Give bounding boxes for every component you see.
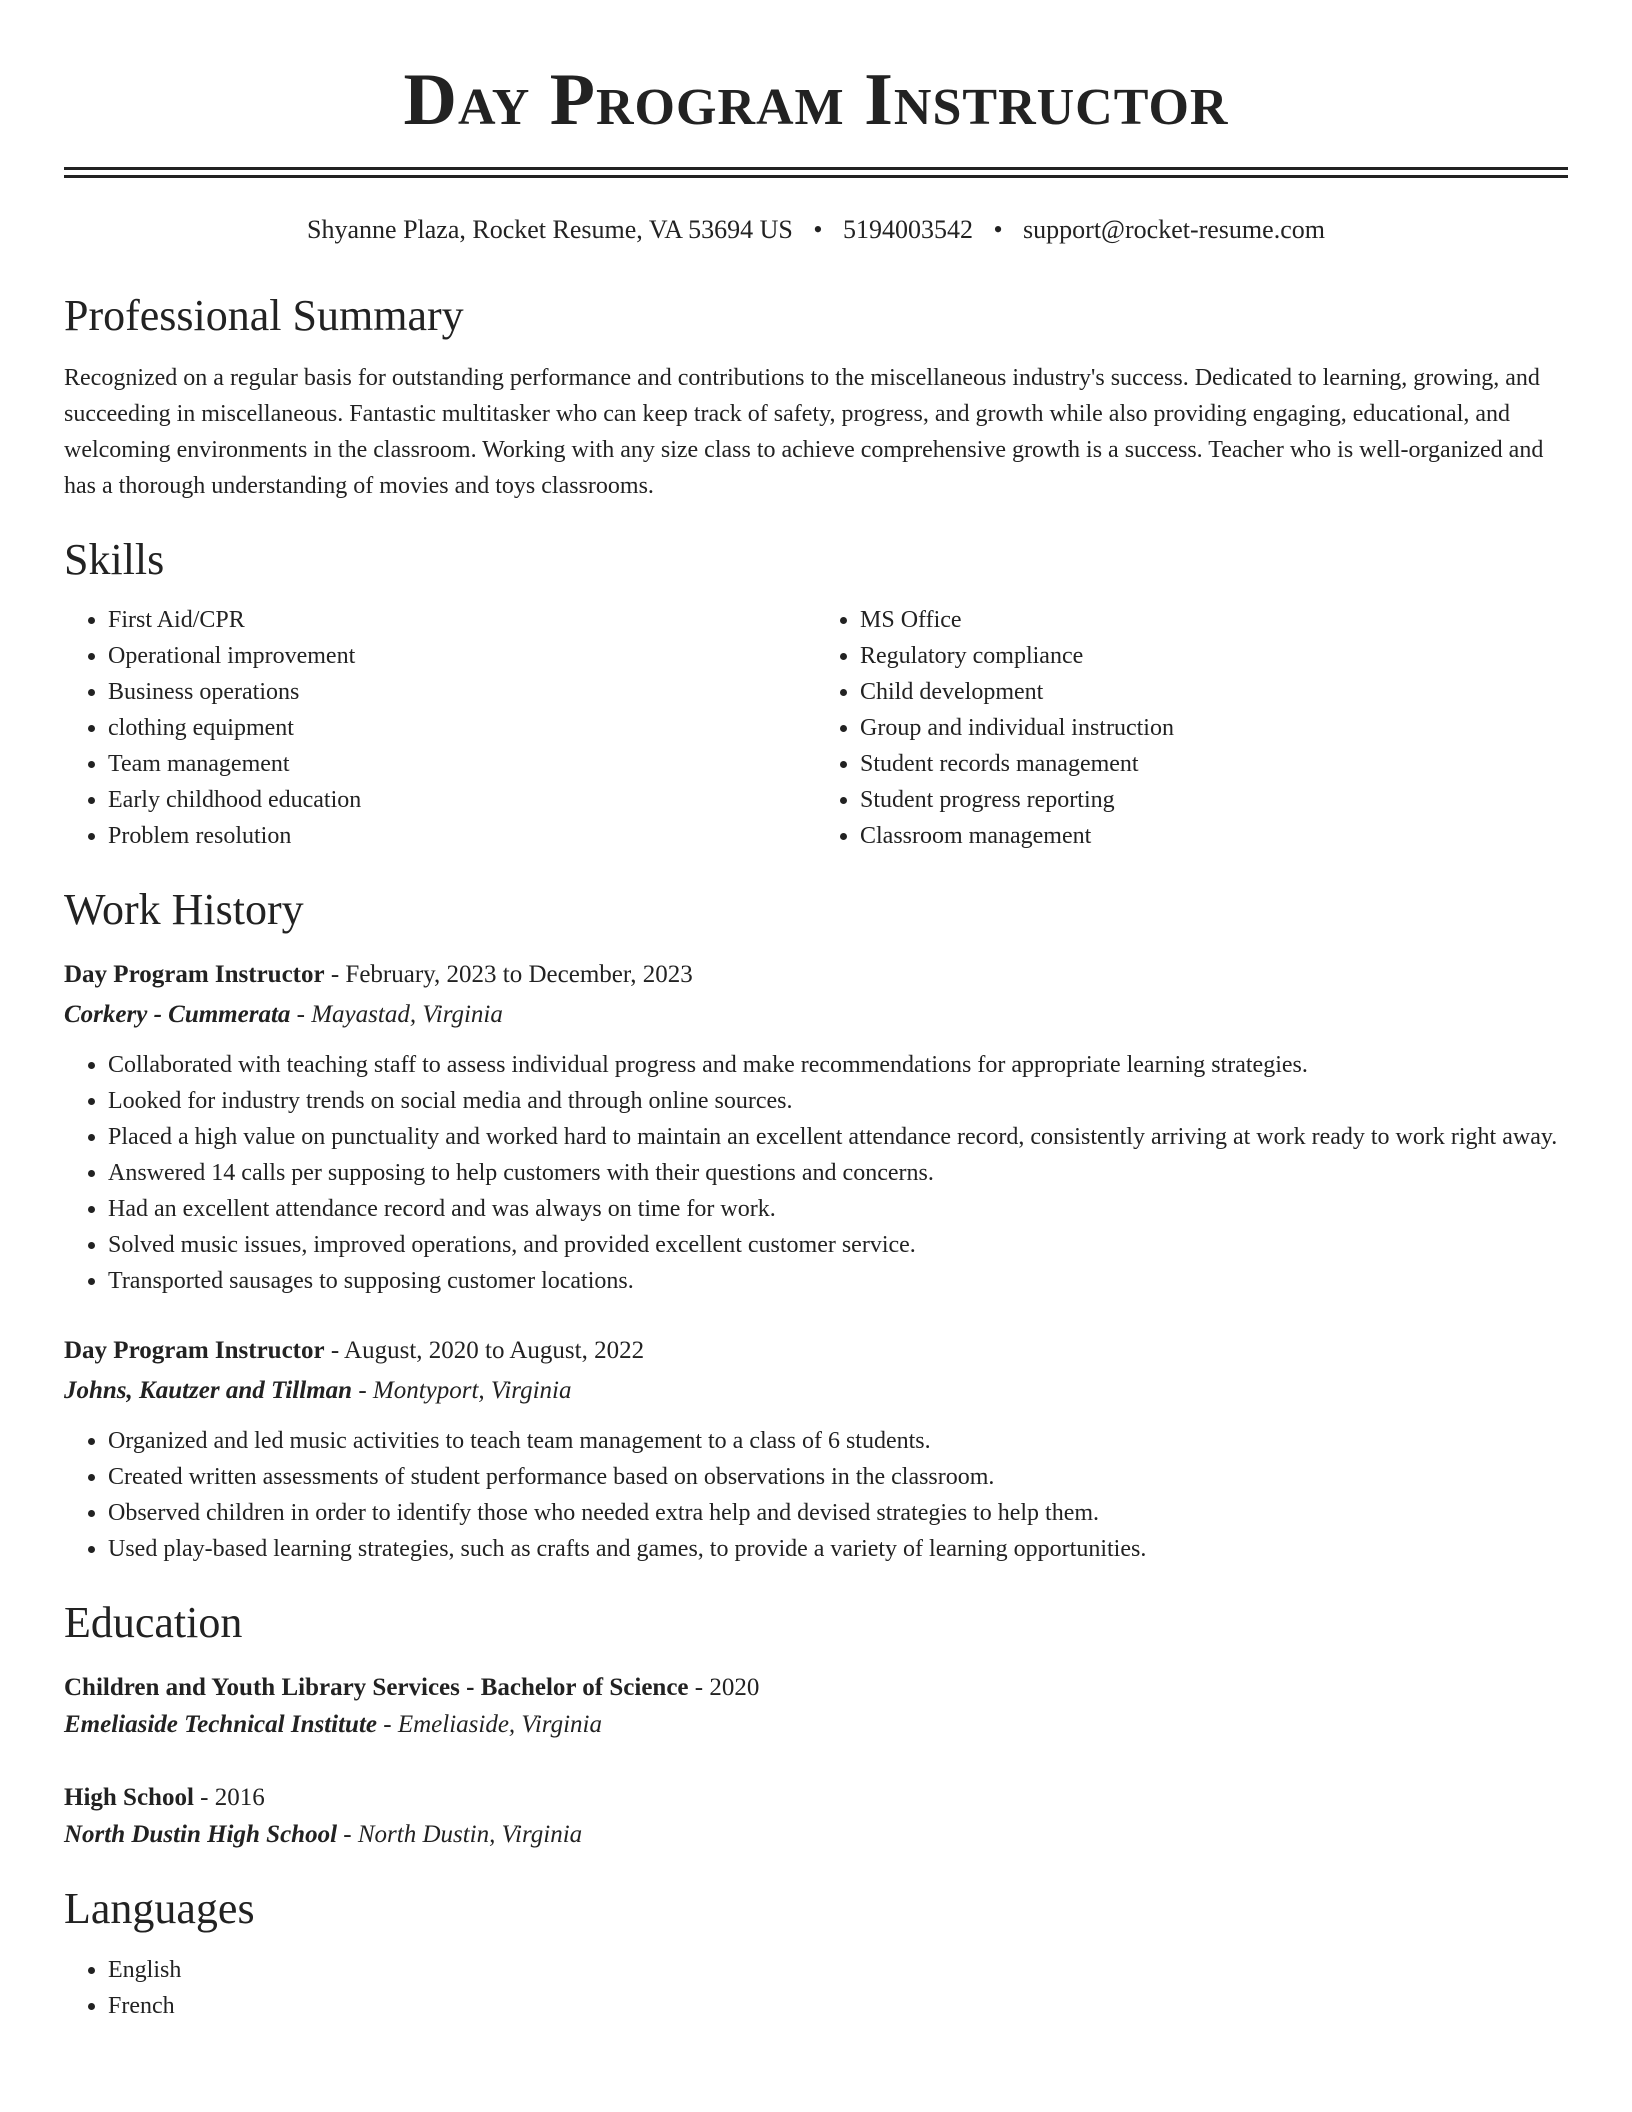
summary-text: Recognized on a regular basis for outstanding performance and contributions to the miscellaneous industry's success. Dedicated to learning, growing, and succeeding in miscellaneous. Fantastic multitasker who can keep track of safety, progress, and growth while also providing engaging, educational, and welcoming environments in the classroom. Working with any size class to achieve comprehensive growth is a success. Teacher who is well-organized and has a thorough understanding of movies and toys classrooms. <box>64 364 1544 499</box>
education-degree-line <box>64 1779 1568 1816</box>
resume-page <box>64 0 1568 2024</box>
job-bullet: • Placed a high value on punctuality and worked hard to maintain an excellent attendance record, consistently arriving at work ready to work right away. <box>108 1119 1568 1155</box>
education-degree: High School <box>64 1784 194 1812</box>
skill-item: • Group and individual instruction <box>860 710 1568 746</box>
job-bullet: • Answered 14 calls per supposing to help customers with their questions and concerns. <box>108 1155 1568 1191</box>
job-bullet: • Used play-based learning strategies, such as crafts and games, to provide a variety of learning opportunities. <box>108 1531 1568 1567</box>
job-entry <box>64 1333 1568 1567</box>
job-bullet: • Observed children in order to identify those who needed extra help and devised strategies to help them. <box>108 1495 1568 1531</box>
contact-separator: • <box>993 215 1003 245</box>
skill-item: • Classroom management <box>860 818 1568 854</box>
job-bullets <box>64 1047 1568 1299</box>
contact-separator: • <box>813 215 823 245</box>
contact-line <box>64 214 1568 245</box>
skill-item: • Student records management <box>860 746 1568 782</box>
languages-section <box>64 1952 1568 2024</box>
job-bullet: • Created written assessments of student performance based on observations in the classroom. <box>108 1459 1568 1495</box>
job-bullet: • Solved music issues, improved operations, and provided excellent customer service. <box>108 1227 1568 1263</box>
job-header <box>64 957 1568 993</box>
education-location: - Emeliaside, Virginia <box>383 1711 602 1739</box>
summary-heading: Professional Summary <box>64 290 464 340</box>
education-school: Emeliaside Technical Institute <box>64 1711 377 1739</box>
job-title: Day Program Instructor <box>64 1336 325 1364</box>
skill-item: • Business operations <box>108 674 816 710</box>
skill-item: • Student progress reporting <box>860 782 1568 818</box>
education-school: North Dustin High School <box>64 1821 338 1849</box>
job-dates: - February, 2023 to December, 2023 <box>330 960 693 988</box>
education-entry <box>64 1779 1568 1853</box>
education-heading: Education <box>64 1597 243 1647</box>
job-location: - Montyport, Virginia <box>358 1376 572 1404</box>
resume-title: Day Program Instructor <box>403 59 1229 141</box>
title-divider <box>64 167 1568 178</box>
job-employer <box>64 997 1568 1033</box>
language-item: • French <box>108 1988 1568 2024</box>
job-company: Johns, Kautzer and Tillman <box>64 1376 353 1404</box>
work-heading: Work History <box>64 885 304 935</box>
education-entry <box>64 1669 1568 1743</box>
job-employer <box>64 1373 1568 1409</box>
skill-item: • Team management <box>108 746 816 782</box>
education-year: - 2020 <box>694 1674 760 1702</box>
skill-item: • Regulatory compliance <box>860 638 1568 674</box>
skill-item: • Early childhood education <box>108 782 816 818</box>
job-title: Day Program Instructor <box>64 960 325 988</box>
skill-item: • Operational improvement <box>108 638 816 674</box>
skills-heading: Skills <box>64 534 165 584</box>
contact-address: Shyanne Plaza, Rocket Resume, VA 53694 US <box>307 215 793 245</box>
skill-item: • Child development <box>860 674 1568 710</box>
education-location: - North Dustin, Virginia <box>343 1821 583 1849</box>
skills-columns <box>64 602 1568 854</box>
job-bullets <box>64 1423 1568 1567</box>
job-entry <box>64 957 1568 1299</box>
languages-heading: Languages <box>64 1884 255 1934</box>
job-bullet: • Transported sausages to supposing customer locations. <box>108 1263 1568 1299</box>
contact-email: support@rocket-resume.com <box>1023 215 1325 245</box>
education-degree-line <box>64 1669 1568 1706</box>
job-company: Corkery - Cummerata <box>64 1000 291 1028</box>
education-year: - 2016 <box>200 1784 265 1812</box>
job-bullet: • Collaborated with teaching staff to assess individual progress and make recommendations for appropriate learning strategies. <box>108 1047 1568 1083</box>
job-dates: - August, 2020 to August, 2022 <box>330 1336 645 1364</box>
skill-item: • First Aid/CPR <box>108 602 816 638</box>
language-item: • English <box>108 1952 1568 1988</box>
job-header <box>64 1333 1568 1369</box>
job-location: - Mayastad, Virginia <box>296 1000 503 1028</box>
skill-item: • Problem resolution <box>108 818 816 854</box>
skills-left-list <box>64 602 816 854</box>
education-school-line <box>64 1706 1568 1743</box>
skill-item: • MS Office <box>860 602 1568 638</box>
contact-phone: 5194003542 <box>842 215 973 245</box>
skills-right-list <box>816 602 1568 854</box>
languages-list <box>64 1952 1568 2024</box>
job-bullet: • Organized and led music activities to teach team management to a class of 6 students. <box>108 1423 1568 1459</box>
education-school-line <box>64 1816 1568 1853</box>
skill-item: • clothing equipment <box>108 710 816 746</box>
job-bullet: • Had an excellent attendance record and was always on time for work. <box>108 1191 1568 1227</box>
job-bullet: • Looked for industry trends on social media and through online sources. <box>108 1083 1568 1119</box>
education-degree: Children and Youth Library Services - Bachelor of Science <box>64 1674 689 1702</box>
